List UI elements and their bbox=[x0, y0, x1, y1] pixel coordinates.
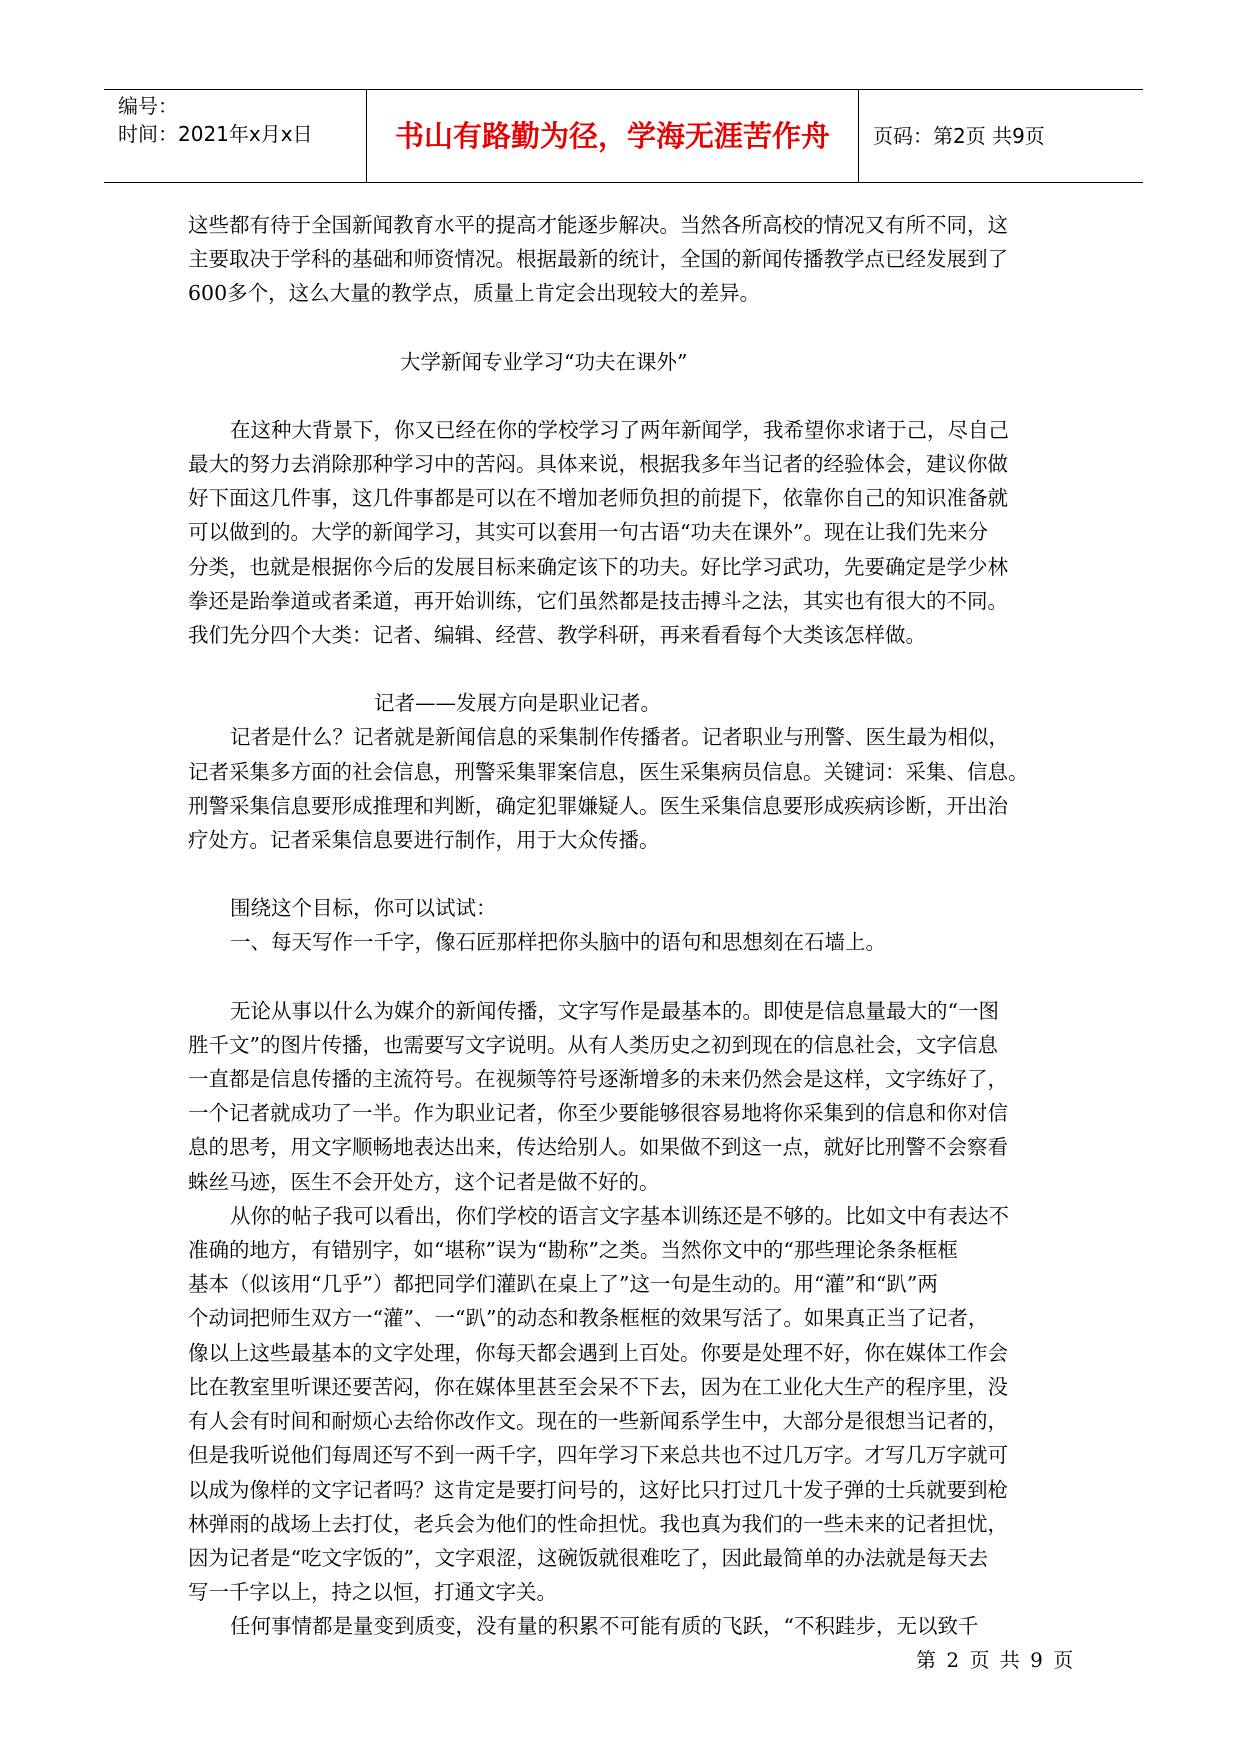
body-line: 最大的努力去消除那种学习中的苦闷。具体来说，根据我多年当记者的经验体会，建议你做 bbox=[188, 452, 1008, 477]
body-line: 以成为像样的文字记者吗？这肯定是要打问号的，这好比只打过几十发子弹的士兵就要到枪 bbox=[188, 1477, 1008, 1502]
sub-heading: 记者——发展方向是职业记者。 bbox=[374, 691, 661, 716]
header-motto: 书山有路勤为径，学海无涯苦作舟 bbox=[367, 90, 859, 182]
body-line: 记者采集多方面的社会信息，刑警采集罪案信息，医生采集病员信息。关键词：采集、信息。 bbox=[188, 759, 1029, 784]
body-line: 分类，也就是根据你今后的发展目标来确定该下的功夫。好比学习武功，先要确定是学少林 bbox=[188, 554, 1008, 579]
body-line: 这些都有待于全国新闻教育水平的提高才能逐步解决。当然各所高校的情况又有所不同，这 bbox=[188, 213, 1008, 237]
header-info-cell bbox=[104, 90, 367, 182]
document-time-label: 时间：2021年x月x日 bbox=[118, 122, 313, 146]
body-line: 拳还是跆拳道或者柔道，再开始训练，它们虽然都是技击搏斗之法，其实也有很大的不同。 bbox=[188, 588, 1008, 613]
body-line: 主要取决于学科的基础和师资情况。根据最新的统计，全国的新闻传播教学点已经发展到了 bbox=[188, 247, 1008, 272]
body-line: 一、每天写作一千字，像石匠那样把你头脑中的语句和思想刻在石墙上。 bbox=[230, 930, 886, 955]
body-line: 个动词把师生双方一“灌”、一“趴”的动态和教条框框的效果写活了。如果真正当了记者， bbox=[188, 1306, 989, 1331]
body-line: 任何事情都是量变到质变，没有量的积累不可能有质的飞跃，“不积跬步，无以致千 bbox=[230, 1614, 979, 1639]
body-line: 无论从事以什么为媒介的新闻传播，文字写作是最基本的。即使是信息量最大的“一图 bbox=[230, 998, 999, 1023]
body-line: 但是我听说他们每周还写不到一两千字，四年学习下来总共也不过几万字。才写几万字就可 bbox=[188, 1443, 1008, 1468]
body-line: 记者是什么？记者就是新闻信息的采集制作传播者。记者职业与刑警、医生最为相似， bbox=[230, 725, 1009, 750]
body-line: 蛛丝马迹，医生不会开处方，这个记者是做不好的。 bbox=[188, 1169, 660, 1194]
section-heading: 大学新闻专业学习“功夫在课外” bbox=[400, 349, 688, 374]
document-number-label: 编号： bbox=[118, 94, 178, 118]
body-line: 刑警采集信息要形成推理和判断，确定犯罪嫌疑人。医生采集信息要形成疾病诊断，开出治 bbox=[188, 793, 1008, 818]
body-line: 写一千字以上，持之以恒，打通文字关。 bbox=[188, 1580, 557, 1605]
body-line: 因为记者是“吃文字饭的”，文字艰涩，这碗饭就很难吃了，因此最简单的办法就是每天去 bbox=[188, 1545, 988, 1570]
document-body bbox=[188, 208, 1058, 1644]
body-line: 息的思考，用文字顺畅地表达出来，传达给别人。如果做不到这一点，就好比刑警不会察看 bbox=[188, 1135, 1008, 1160]
body-line: 基本（似该用“几乎”）都把同学们灌趴在桌上了”这一句是生动的。用“灌”和“趴”两 bbox=[188, 1272, 938, 1297]
body-line: 胜千文”的图片传播，也需要写文字说明。从有人类历史之初到现在的信息社会，文字信息 bbox=[188, 1032, 998, 1057]
body-line: 一直都是信息传播的主流符号。在视频等符号逐渐增多的未来仍然会是这样，文字练好了， bbox=[188, 1067, 1008, 1092]
body-line: 像以上这些最基本的文字处理，你每天都会遇到上百处。你要是处理不好，你在媒体工作会 bbox=[188, 1340, 1008, 1365]
body-line: 围绕这个目标，你可以试试： bbox=[230, 896, 497, 921]
header-page-number: 页码：第2页 共9页 bbox=[873, 124, 1045, 148]
body-line: 有人会有时间和耐烦心去给你改作文。现在的一些新闻系学生中，大部分是很想当记者的， bbox=[188, 1409, 1008, 1434]
body-line: 600多个，这么大量的教学点，质量上肯定会出现较大的差异。 bbox=[188, 281, 761, 306]
body-line: 好下面这几件事，这几件事都是可以在不增加老师负担的前提下，依靠你自己的知识准备就 bbox=[188, 486, 1008, 511]
body-line: 林弹雨的战场上去打仗，老兵会为他们的性命担忧。我也真为我们的一些未来的记者担忧， bbox=[188, 1511, 1008, 1536]
page-footer: 第 2 页 共 9 页 bbox=[916, 1648, 1074, 1672]
body-line: 疗处方。记者采集信息要进行制作，用于大众传播。 bbox=[188, 828, 660, 853]
body-line: 从你的帖子我可以看出，你们学校的语言文字基本训练还是不够的。比如文中有表达不 bbox=[230, 1203, 1009, 1228]
body-line: 我们先分四个大类：记者、编辑、经营、教学科研，再来看看每个大类该怎样做。 bbox=[188, 623, 926, 648]
body-line: 准确的地方，有错别字，如“堪称”误为“勘称”之类。当然你文中的“那些理论条条框框 bbox=[188, 1238, 958, 1263]
page-header bbox=[104, 89, 1143, 183]
body-line: 可以做到的。大学的新闻学习，其实可以套用一句古语“功夫在课外”。现在让我们先来分 bbox=[188, 520, 988, 545]
body-line: 在这种大背景下，你又已经在你的学校学习了两年新闻学，我希望你求诸于己，尽自己 bbox=[230, 417, 1009, 442]
body-line: 一个记者就成功了一半。作为职业记者，你至少要能够很容易地将你采集到的信息和你对信 bbox=[188, 1101, 1008, 1126]
body-line: 比在教室里听课还要苦闷，你在媒体里甚至会呆不下去，因为在工业化大生产的程序里，没 bbox=[188, 1374, 1008, 1399]
